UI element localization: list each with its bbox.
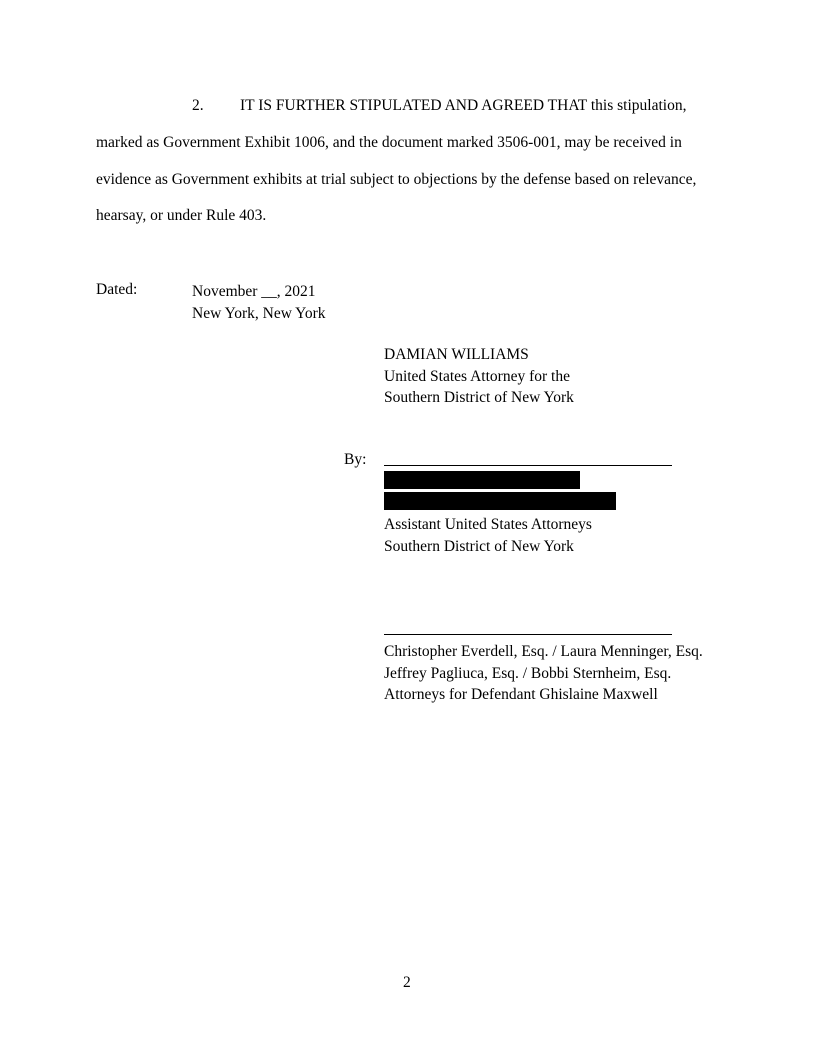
defense-line-1: Christopher Everdell, Esq. / Laura Menninger, Esq. xyxy=(384,643,703,660)
dated-label: Dated: xyxy=(96,281,138,298)
defense-line-3: Attorneys for Defendant Ghislaine Maxwell xyxy=(384,686,658,703)
defense-signature-line xyxy=(384,634,672,635)
paragraph-number: 2. xyxy=(192,97,204,114)
dated-place: New York, New York xyxy=(192,304,326,322)
gov-signature-district: Southern District of New York xyxy=(384,537,574,555)
government-block xyxy=(384,344,574,409)
dated-block xyxy=(192,281,326,324)
defense-signature-block xyxy=(384,641,703,706)
page-number: 2 xyxy=(403,974,411,991)
paragraph-line-3: evidence as Government exhibits at trial subject to objections by the defense based on relevance, xyxy=(96,171,697,188)
government-name: DAMIAN WILLIAMS xyxy=(384,346,529,363)
paragraph-line-4: hearsay, or under Rule 403. xyxy=(96,207,267,224)
government-district: Southern District of New York xyxy=(384,389,574,406)
defense-line-2: Jeffrey Pagliuca, Esq. / Bobbi Sternheim, Esq. xyxy=(384,664,672,682)
redaction-bar-1 xyxy=(384,471,580,489)
paragraph-line-1: IT IS FURTHER STIPULATED AND AGREED THAT this stipulation, xyxy=(240,97,687,114)
by-label: By: xyxy=(344,451,367,468)
dated-date: November __, 2021 xyxy=(192,283,316,300)
gov-signature-block xyxy=(384,514,592,557)
paragraph-line-2: marked as Government Exhibit 1006, and the document marked 3506-001, may be received in xyxy=(96,134,682,151)
government-title: United States Attorney for the xyxy=(384,367,570,385)
gov-signature-role: Assistant United States Attorneys xyxy=(384,516,592,533)
redaction-bar-2 xyxy=(384,492,616,510)
gov-signature-line xyxy=(384,465,672,466)
